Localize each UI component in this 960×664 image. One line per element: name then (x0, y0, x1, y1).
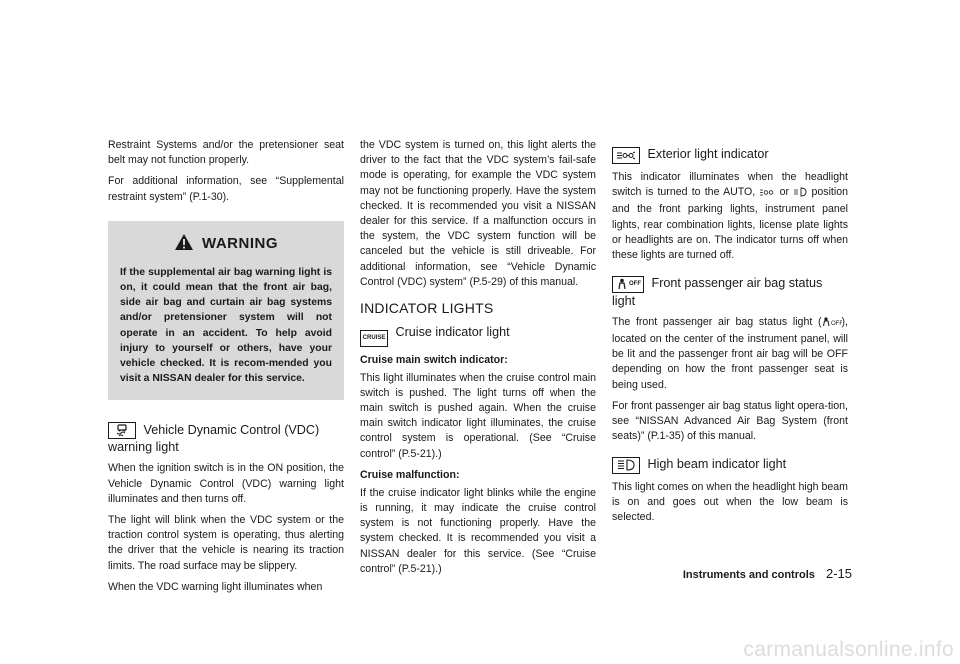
column-2 (360, 138, 596, 583)
column-1 (108, 138, 344, 601)
paragraph: Restraint Systems and/or the pretensioner seat belt may not function properly. (108, 139, 344, 167)
cruise-subheading: Cruise malfunction: (360, 468, 460, 481)
highbeam-section-title (612, 456, 848, 474)
paragraph (612, 315, 848, 393)
paragraph: If the cruise indicator light blinks while the engine is running, it may indicate the cruise control system is not functioning properly. Have the system checked. It is recommended you visit a NISSAN dealer for this service. (See “Cruise control” (P.5-21).) (360, 486, 596, 575)
paragraph: This light illuminates when the cruise control main switch is pushed. The light turns off when the main switch is pushed again. When the cruise main switch indicator light illuminates, the cruise control system is operational. (See “Cruise control” (P.5-21).) (360, 371, 596, 460)
watermark: carmanualsonline.info (743, 638, 954, 661)
exterior-section-title (612, 146, 848, 164)
warning-box (108, 221, 344, 401)
paragraph: the VDC system is turned on, this light alerts the driver to the fact that the VDC system’s fail-safe mode is operating, for example the VDC system may not be functioning properly. Have the system checked. It is recommended you visit a NISSAN dealer for this service. If a malfunction occurs in the system, the VDC system function will be canceled but the vehicle is still driveable. For additional information, see “Vehicle Dynamic Control (VDC) system” (P.5-29) of this manual. (360, 139, 596, 288)
page-footer (652, 566, 852, 581)
cruise-subheading: Cruise main switch indicator: (360, 353, 508, 366)
warning-text: If the supplemental air bag warning light is on, it could mean that the front air bag, side air bag and curtain air bag systems and/or pretensioner system will not operate in an accident. To help avoid injury to yourself or others, have your vehicle checked. It is recom-mended you visit a NISSAN dealer for this service. (120, 266, 332, 385)
airbag-icon-label: OFF (629, 281, 641, 288)
warning-icon (174, 233, 194, 255)
column-3 (612, 138, 848, 531)
warning-header (120, 233, 332, 255)
paragraph: When the ignition switch is in the ON position, the Vehicle Dynamic Control (VDC) warning light illuminates and then turns off. (108, 462, 344, 505)
highbeam-title: High beam indicator light (647, 457, 787, 472)
exterior-text-a: This indicator illuminates when the headlight switch is turned to the AUTO, (612, 171, 848, 199)
vdc-title: Vehicle Dynamic Control (VDC) warning light (108, 423, 320, 455)
parking-light-icon (759, 187, 775, 202)
paragraph: For front passenger air bag status light opera-tion, see “NISSAN Advanced Air Bag System (front seats)” (P.1-35) of this manual. (612, 399, 848, 443)
airbag-title: Front passenger air bag status light (612, 276, 823, 308)
paragraph (612, 170, 848, 263)
paragraph: The light will blink when the VDC system or the traction control system is operating, thus alerting the driver that the vehicle is nearing its traction limits. The road surface may be slippery. (108, 514, 344, 572)
airbag-section-title (612, 275, 848, 309)
airbag-status-icon (822, 317, 842, 332)
airbag-text-a: The front passenger air bag status light ( (612, 315, 822, 328)
paragraph: When the VDC warning light illuminates when (108, 580, 323, 593)
paragraph: For additional information, see “Supplemental restraint system” (P.1-30). (108, 175, 344, 203)
airbag-text-b: ), located on the center of the instrument panel, will be lit and the passenger front air bag will be OFF depending on how the front passenger seat is being used. (612, 315, 848, 391)
paragraph: This light comes on when the headlight high beam is on and goes out when the low beam is selected. (612, 480, 848, 524)
indicator-lights-heading: INDICATOR LIGHTS (360, 300, 494, 317)
exterior-or: or (779, 186, 790, 199)
exterior-title: Exterior light indicator (647, 147, 769, 161)
high-beam-icon (612, 457, 640, 474)
headlight-icon (793, 187, 807, 202)
exterior-light-icon (612, 147, 640, 164)
page-number: 2-15 (825, 566, 852, 581)
vdc-section-title (108, 422, 344, 455)
exterior-text-b: position and the front parking lights, instrument panel lights, rear combination lights, license plate lights or headlights are on. The indicator turns off when these lights are turned off. (612, 186, 848, 262)
warning-title: WARNING (202, 235, 278, 253)
footer-section: Instruments and controls (682, 569, 815, 581)
svg-text:OFF: OFF (830, 320, 842, 327)
cruise-title: Cruise indicator light (395, 325, 510, 340)
cruise-icon: CRUISE (360, 330, 388, 347)
cruise-section-title (360, 324, 596, 347)
vdc-slip-icon (108, 422, 136, 439)
airbag-off-icon (612, 276, 644, 293)
